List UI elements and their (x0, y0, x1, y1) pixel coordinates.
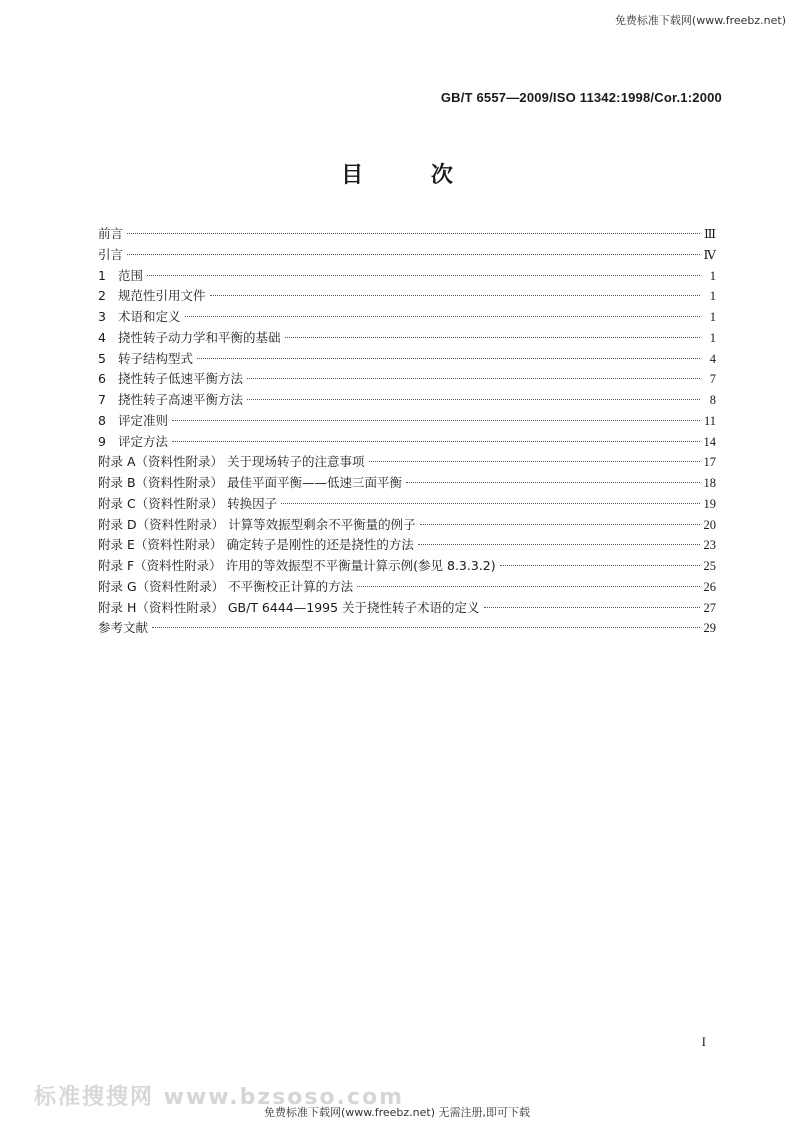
page-title: 目 次 (341, 163, 483, 188)
toc-entry-text: 挠性转子高速平衡方法 (118, 392, 244, 407)
toc-entry-page: 26 (703, 579, 716, 594)
toc-leader-dots (127, 233, 700, 234)
site-banner-bottom: 免费标准下载网(www.freebz.net) 无需注册,即可下载 (263, 1106, 531, 1119)
toc-entry-number: 5 (98, 350, 106, 366)
toc-entry-label (98, 515, 416, 536)
toc-entry-label (98, 432, 168, 453)
toc-entry[interactable] (98, 266, 716, 287)
toc-leader-dots (172, 420, 700, 421)
toc-entry-label (98, 535, 414, 556)
toc-entry[interactable] (98, 494, 716, 515)
toc-entry-page: 11 (703, 413, 716, 428)
toc-entry-number: 8 (98, 412, 106, 428)
toc-entry-text: 评定准则 (118, 412, 169, 428)
toc-entry[interactable] (98, 452, 716, 473)
toc-entry-text: 评定方法 (118, 433, 169, 449)
toc-entry-page: 18 (703, 476, 716, 490)
toc-entry-page: 7 (709, 372, 716, 387)
toc-leader-dots (418, 544, 700, 545)
toc-entry-page: 25 (703, 559, 716, 573)
toc-leader-dots (369, 461, 700, 462)
page-number: I (701, 1034, 706, 1049)
toc-entry-text: 附录 E（资料性附录） 确定转子是刚性的还是挠性的方法 (98, 537, 414, 553)
toc-entry[interactable] (98, 515, 716, 536)
toc-entry[interactable] (98, 411, 716, 432)
toc-entry-label (98, 349, 193, 370)
toc-entry-number: 3 (98, 309, 106, 324)
toc-entry-number: 6 (98, 371, 106, 387)
toc-leader-dots (281, 503, 699, 504)
toc-entry-label (98, 307, 181, 328)
toc-entry-page: 19 (703, 496, 716, 511)
toc-entry-label (98, 494, 277, 515)
toc-entry-text: 术语和定义 (118, 309, 181, 324)
toc-leader-dots (285, 337, 700, 338)
site-banner-top: 免费标准下载网(www.freebz.net) (614, 14, 786, 27)
toc-entry-number: 4 (98, 329, 106, 345)
toc-entry-number: 9 (98, 433, 106, 449)
table-of-contents (98, 224, 716, 639)
toc-entry-page: 1 (709, 310, 716, 324)
toc-entry-text: 规范性引用文件 (118, 288, 206, 304)
toc-entry[interactable] (98, 432, 716, 453)
standard-number: GB/T 6557—2009/ISO 11342:1998/Cor.1:2000 (440, 90, 722, 105)
toc-entry[interactable] (98, 369, 716, 390)
toc-entry-label (98, 452, 365, 473)
toc-entry-text: 挠性转子低速平衡方法 (118, 371, 244, 387)
toc-entry-page: 23 (703, 538, 716, 553)
toc-entry-page: 27 (703, 600, 716, 615)
toc-leader-dots (247, 399, 700, 400)
toc-entry-text: 范围 (118, 267, 144, 283)
toc-leader-dots (420, 524, 700, 525)
toc-entry-text: 附录 D（资料性附录） 计算等效振型剩余不平衡量的例子 (98, 516, 416, 532)
toc-entry-label (98, 556, 496, 577)
toc-entry-text: 挠性转子动力学和平衡的基础 (118, 329, 281, 345)
toc-entry-number: 7 (98, 392, 106, 407)
toc-entry-label (98, 286, 206, 307)
toc-leader-dots (127, 254, 699, 255)
toc-entry[interactable] (98, 307, 716, 328)
toc-leader-dots (210, 295, 700, 296)
toc-leader-dots (172, 441, 699, 442)
toc-entry-label (98, 390, 243, 411)
toc-entry[interactable] (98, 618, 716, 639)
toc-entry-page: 4 (709, 351, 716, 366)
toc-leader-dots (357, 586, 699, 587)
toc-entry-page: 29 (703, 621, 716, 636)
toc-entry-text: 引言 (98, 246, 124, 262)
toc-entry-label (98, 473, 402, 494)
toc-entry-label (98, 618, 148, 639)
toc-entry-page: 1 (709, 289, 716, 304)
toc-entry-number: 2 (98, 288, 106, 304)
toc-entry[interactable] (98, 245, 716, 266)
toc-entry[interactable] (98, 224, 716, 245)
toc-leader-dots (147, 275, 700, 276)
toc-entry-page: 1 (709, 330, 716, 345)
toc-entry-label (98, 411, 168, 432)
toc-entry-page: Ⅲ (703, 227, 716, 241)
toc-entry-text: 参考文献 (98, 620, 149, 636)
toc-entry-label (98, 369, 243, 390)
toc-entry-label (98, 224, 123, 245)
toc-leader-dots (500, 565, 700, 566)
toc-entry-page: Ⅳ (703, 247, 716, 262)
toc-entry-text: 附录 C（资料性附录） 转换因子 (98, 495, 278, 511)
toc-entry-text: 转子结构型式 (118, 350, 194, 366)
toc-entry-page: 1 (709, 268, 716, 283)
toc-entry-text: 附录 H（资料性附录） GB/T 6444—1995 关于挠性转子术语的定义 (98, 599, 480, 615)
toc-entry[interactable] (98, 328, 716, 349)
toc-entry-page: 20 (703, 517, 716, 532)
toc-entry[interactable] (98, 535, 716, 556)
toc-entry[interactable] (98, 577, 716, 598)
toc-entry-page: 14 (703, 434, 716, 449)
watermark: 标准搜搜网 www.bzsoso.com (34, 1085, 404, 1110)
toc-leader-dots (406, 482, 699, 483)
toc-entry-text: 附录 B（资料性附录） 最佳平面平衡——低速三面平衡 (98, 475, 403, 490)
toc-entry-label (98, 245, 123, 266)
toc-entry[interactable] (98, 473, 716, 494)
toc-entry-number: 1 (98, 267, 106, 283)
toc-entry-label (98, 266, 143, 287)
toc-entry[interactable] (98, 598, 716, 619)
toc-entry[interactable] (98, 349, 716, 370)
toc-entry[interactable] (98, 286, 716, 307)
toc-entry-page: 8 (709, 393, 716, 407)
toc-leader-dots (247, 378, 700, 379)
toc-entry-text: 附录 F（资料性附录） 许用的等效振型不平衡量计算示例(参见 8.3.3.2) (98, 558, 496, 573)
toc-leader-dots (185, 316, 700, 317)
toc-entry[interactable] (98, 556, 716, 577)
toc-entry-text: 附录 A（资料性附录） 关于现场转子的注意事项 (98, 454, 365, 470)
toc-leader-dots (152, 627, 699, 628)
toc-entry-page: 17 (703, 455, 716, 470)
toc-leader-dots (484, 607, 700, 608)
toc-entry-label (98, 577, 353, 598)
toc-entry-text: 附录 G（资料性附录） 不平衡校正计算的方法 (98, 578, 354, 594)
toc-leader-dots (197, 358, 700, 359)
toc-entry-label (98, 598, 480, 619)
toc-entry[interactable] (98, 390, 716, 411)
toc-entry-text: 前言 (98, 226, 124, 241)
toc-entry-label (98, 328, 281, 349)
